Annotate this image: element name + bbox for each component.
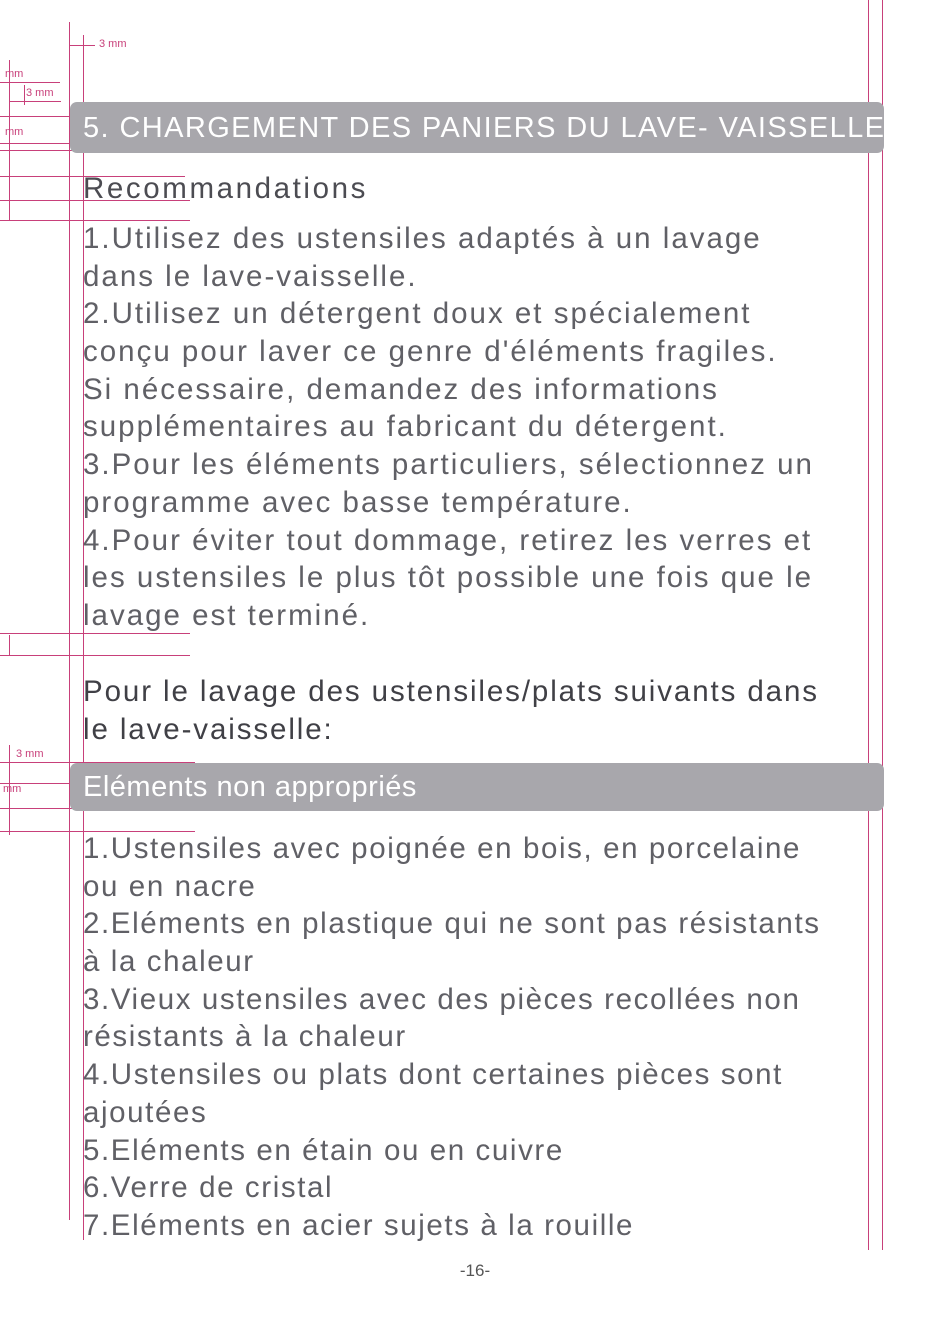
text-line: lavage est terminé. — [83, 598, 371, 632]
text-line: Si nécessaire, demandez des informations — [83, 372, 719, 406]
non-appropriate-list — [83, 830, 893, 1245]
text-line: 5.Eléments en étain ou en cuivre — [83, 1133, 564, 1167]
text-line: conçu pour laver ce genre d'éléments fragiles. — [83, 335, 778, 369]
section-title-bar — [70, 102, 884, 153]
text-line: 2.Eléments en plastique qui ne sont pas résistants — [83, 907, 821, 941]
text-line: 2.Utilisez un détergent doux et spécialement — [83, 297, 752, 331]
text-line: à la chaleur — [83, 945, 255, 979]
section-title: 5. CHARGEMENT DES PANIERS DU LAVE- VAISSELLE — [83, 112, 886, 144]
text-line: 4.Ustensiles ou plats dont certaines pièces sont — [83, 1058, 783, 1092]
text-line: 6.Verre de cristal — [83, 1171, 334, 1205]
text-line: 1.Utilisez des ustensiles adaptés à un lavage — [83, 222, 762, 255]
text-line: résistants à la chaleur — [83, 1020, 407, 1054]
text-line: dans le lave-vaisselle. — [83, 259, 418, 293]
text-line: Pour le lavage des ustensiles/plats suivants dans — [83, 675, 819, 708]
recommendations-list — [83, 220, 893, 635]
crop-mark-label: mm — [5, 68, 24, 80]
text-line: 1.Ustensiles avec poignée en bois, en porcelaine — [83, 832, 802, 865]
crop-mark-label: mm — [5, 126, 24, 138]
crop-mark-label: 3 mm — [26, 87, 54, 99]
text-line: programme avec basse température. — [83, 485, 633, 519]
text-line: 3.Vieux ustensiles avec des pièces recollées non — [83, 982, 801, 1016]
text-line: les ustensiles le plus tôt possible une fois que le — [83, 561, 814, 595]
crop-mark-label: 3 mm — [99, 38, 127, 50]
text-line: 7.Eléments en acier sujets à la rouille — [83, 1208, 635, 1242]
crop-mark-label: 3 mm — [16, 748, 44, 760]
intro-paragraph — [83, 673, 893, 748]
text-line: 4.Pour éviter tout dommage, retirez les verres et — [83, 523, 813, 557]
non-appropriate-title-bar — [70, 763, 884, 811]
text-line: ou en nacre — [83, 869, 257, 903]
non-appropriate-title: Eléments non appropriés — [83, 771, 417, 803]
text-line: le lave-vaisselle: — [83, 712, 334, 746]
text-line: supplémentaires au fabricant du détergent. — [83, 410, 728, 444]
text-line: ajoutées — [83, 1095, 208, 1129]
text-line: 3.Pour les éléments particuliers, sélectionnez un — [83, 448, 814, 482]
recommendations-title: Recommandations — [83, 172, 368, 205]
page-number: -16- — [459, 1261, 491, 1280]
crop-mark-label: mm — [3, 783, 22, 795]
